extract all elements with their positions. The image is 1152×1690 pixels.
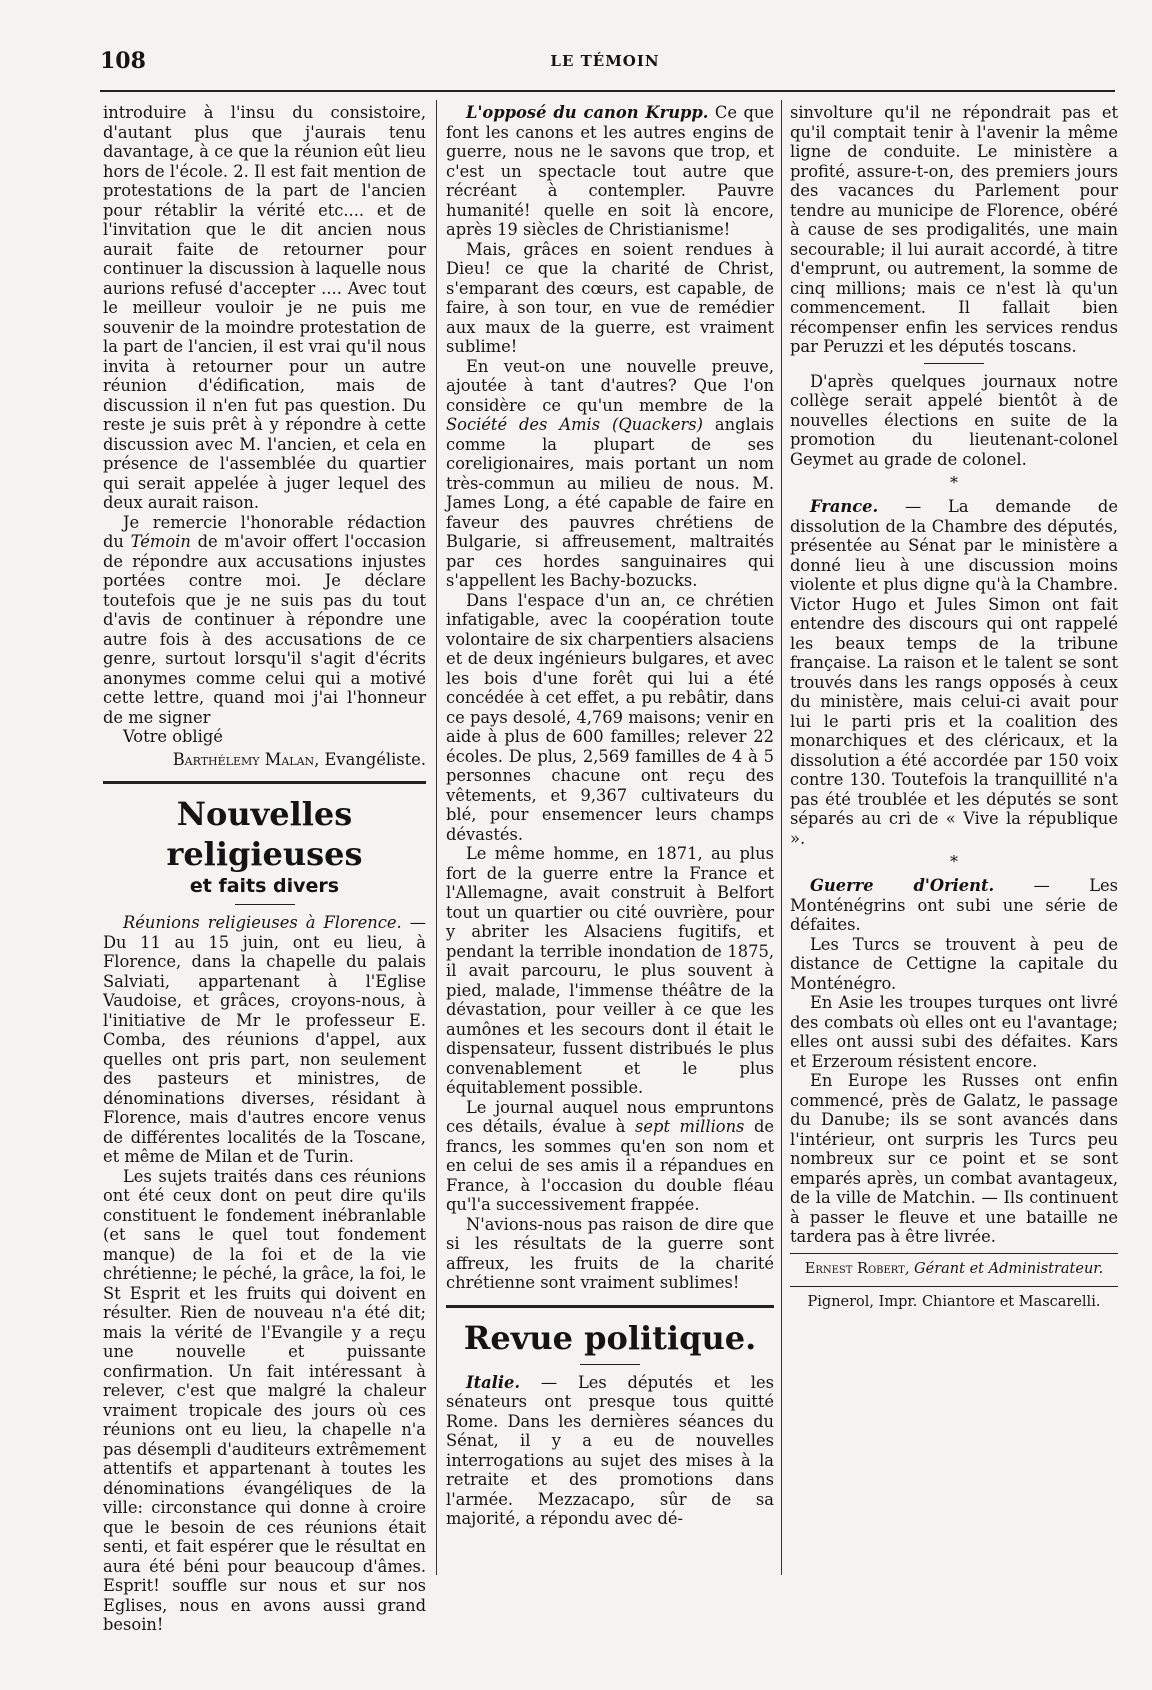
manager-role: , Gérant et Administrateur. — [904, 1260, 1104, 1277]
news-title: Guerre d'Orient. — [810, 876, 995, 895]
news-paragraph — [446, 357, 774, 591]
short-rule — [580, 1364, 640, 1365]
news-title: Réunions religieuses à Florence. — [123, 913, 402, 932]
news-paragraph: Le même homme, en 1871, au plus fort de la guerre entre la France et l'Allemagne, avait construit à Belfort tout un quartier ou cité ouvrière, pour y abriter les Alsaciens fugitifs, et pendant la terrible inondation de 1875, il avait parcouru, le plus souvent à pied, malade, l'immense théâtre de la dévastation, pour veiller à ce que les aumônes et les secours dont il était le dispensateur, fussent distribués le plus convenablement et le plus équitablement possible. — [446, 844, 774, 1097]
section-rule — [103, 781, 426, 784]
signature-name: Barthélemy Malan — [172, 749, 315, 769]
letter-paragraph — [103, 513, 426, 728]
section-title: Nouvelles religieuses — [166, 795, 363, 873]
short-rule — [924, 363, 984, 364]
signature-title: , Evangéliste. — [314, 749, 426, 769]
page-header — [100, 48, 1110, 78]
news-paragraph — [446, 1098, 774, 1215]
journal-title: LE TÉMOIN — [550, 52, 660, 70]
journal-name-italic: Témoin — [130, 532, 191, 551]
news-paragraph: sinvolture qu'il ne répondrait pas et qu'il comptait tenir à l'avenir la même ligne de conduite. Le ministère a profité, assure-t-on, des premiers jours des vacances du Parlement pour tendre au municipe de Florence, obéré à cause de ses prodigalités, une main secourable; il lui aurait accordé, à titre d'emprunt, ou autrement, la somme de cinq millions; mais ce n'est là qu'un commencement. Il fallait bien récompenser enfin les services rendus par Peruzzi et les députés toscans. — [790, 103, 1118, 356]
news-body: — Les Monténégrins ont subi une série de défaites. — [790, 876, 1118, 934]
news-title: France. — [810, 497, 879, 516]
text-run: de m'avoir offert l'occasion de répondre aux accusations injustes portées contre moi. Je déclare toutefois que je ne suis pas du tout d'avis de continuer à répondre une autre fois à des accusations de ce genre, surtout lorsqu'il s'agit d'écrits anonymes comme celui qui a motivé cette lettre, quand moi j'ai l'honneur de me signer — [103, 532, 426, 727]
letter-paragraph: introduire à l'insu du consistoire, d'autant plus que j'aurais tenu davantage, à ce que la réunion eût lieu hors de l'école. 2. Il est fait mention de protestations de la part de l'ancien pour rétablir la vérité etc.... et de l'invitation que le dit ancien nous aurait faite de retourner pour continuer la discussion à laquelle nous aurions refusé d'accepter .... Avec tout le meilleur vouloir je ne puis me souvenir de la moindre protestation de la part de l'ancien, il est vrai qu'il nous invita à retourner pour un autre réunion d'édification, mais de discussion il n'en fut pas question. Du reste je suis prêt à y répondre à cette discussion avec M. l'ancien, et cela en présence de l'assemblée du quartier qui serait appelée à juger lequel des deux aurait raison. — [103, 103, 426, 512]
short-rule — [235, 904, 295, 905]
page-number: 108 — [100, 48, 146, 74]
society-name-italic: Société des Amis (Quackers) — [446, 415, 703, 434]
news-paragraph: Les sujets traités dans ces réunions ont été ceux dont on peut dire qu'ils constituent le fondement inébranlable (et sans le quel tout fondement manque) de la foi et de la vie chrétienne; le péché, la grâce, la foi, le St Esprit et les fruits qui doivent en résulter. Rien de nouveau n'a été dit; mais la vérité de l'Evangile y a reçu une nouvelle et puissante confirmation. Un fait intéressant à relever, c'est que malgré la chaleur vraiment tropicale des jours où ces réunions ont eu lieu, la chapelle n'a pas désempli d'auditeurs extrêmement attentifs et appartenant à toutes les dénominations évangéliques de la ville: circonstance qui donne à croire que le besoin de ces réunions était senti, et fait espérer que le résultat en aura été béni pour beaucoup d'âmes. Esprit! souffle sur nous et sur nos Eglises, nous en avons aussi grand besoin! — [103, 1166, 426, 1634]
news-paragraph: En Asie les troupes turques ont livré des combats où elles ont eu l'avantage; elles ont aussi subi des défaites. Kars et Erzeroum résistent encore. — [790, 993, 1118, 1071]
column-right — [790, 103, 1118, 1653]
publisher-line — [790, 1258, 1118, 1280]
news-body: — Du 11 au 15 juin, ont eu lieu, à Florence, dans la chapelle du palais Salviati, appartenant à l'Eglise Vaudoise, et grâces, croyons-nous, à l'initiative de Mr le professeur E. Comba, des réunions d'appel, aux quelles ont pris part, non seulement des pasteurs et ministres, de dénominations diverses, résidant à Florence, mais d'autres encore venus de différentes localités de la Toscane, et même de Milan et de Turin. — [103, 913, 426, 1166]
column-left — [103, 103, 426, 1634]
news-paragraph — [446, 103, 774, 240]
news-body: — La demande de dissolution de la Chambre des députés, présentée au Sénat par le ministère a donné lieu à une discussion moins violente et plus digne qu'à la Chambre. Victor Hugo et Jules Simon ont fait entendre des discours qui ont rappelé les beaux temps de la tribune française. La raison et le talent se sont trouvés dans les rangs opposés à ceux du ministère, mais celui-ci avait pour lui le parti pris et la coalition des monarchiques et des cléricaux, et la dissolution a été accordée par 150 voix contre 130. Toutefois la tranquillité n'a pas été troublée et les députés se sont séparés au cri de « Vive la république ». — [790, 497, 1118, 848]
column-divider — [436, 100, 437, 1575]
news-paragraph — [103, 913, 426, 1167]
news-body: — Les députés et les sénateurs ont presque tous quitté Rome. Dans les dernières séances du Sénat, il y a eu de nouvelles interrogations au sujet des mises à la retraite et des promotions dans l'armée. Mezzacapo, sûr de sa majorité, a répondu avec dé- — [446, 1372, 774, 1528]
manager-name: Ernest Robert — [804, 1260, 905, 1277]
news-title: L'opposé du canon Krupp. — [466, 103, 709, 122]
text-run: En veut-on une nouvelle preuve, ajoutée à tant d'autres? Que l'on considère ce qu'un membre de la — [446, 356, 774, 415]
footer-rule — [790, 1253, 1118, 1254]
text-run: Le journal auquel nous empruntons ces détails, évalue à — [446, 1097, 774, 1136]
separator-star: * — [950, 473, 958, 492]
news-paragraph: Dans l'espace d'un an, ce chrétien infatigable, avec la coopération toute volontaire de six charpentiers alsaciens et de deux ingénieurs bulgares, et avec les bois d'une forêt qui lui a été concédée à cet effet, a pu rebâtir, dans ce pays desolé, 4,769 maisons; venir en aide à plus de 600 familles; relever 22 écoles. De plus, 2,569 familles de 4 à 5 personnes chacune ont reçu des vêtements, et 9,367 cultivateurs du blé, pour ensemencer leurs champs dévastés. — [446, 590, 774, 844]
section-title: Revue politique. — [463, 1318, 757, 1357]
section-rule — [446, 1305, 774, 1308]
news-paragraph: Les Turcs se trouvent à peu de distance de Cettigne la capitale du Monténégro. — [790, 934, 1118, 993]
section-subtitle: et faits divers — [189, 875, 340, 897]
text-run: anglais comme la plupart de ses coreligionaires, mais portant un nom très-commun au milieu de nous. M. James Long, a été capable de faire en faveur des pauvres chrétiens de Bulgarie, si affreusement, maltraités par ces hordes sanguinaires qui s'appellent les Bachy-bozucks. — [446, 415, 774, 590]
amount-italic: sept millions — [635, 1117, 745, 1136]
news-body: Ce que font les canons et les autres engins de guerre, nous ne le savons que trop, et c'est un spectacle tout autre que récréant à contempler. Pauvre humanité! quelle en soit là encore, après 19 siècles de Christianisme! — [446, 103, 774, 239]
news-paragraph — [790, 876, 1118, 935]
news-paragraph: N'avions-nous pas raison de dire que si les résultats de la guerre sont affreux, les fruits de la charité chrétienne sont vraiment sublimes! — [446, 1214, 774, 1292]
news-paragraph — [446, 1373, 774, 1529]
news-paragraph: Mais, grâces en soient rendues à Dieu! ce que la charité de Christ, s'emparant des cœurs, est capable, de faire, à son tour, en vue de remédier aux maux de la guerre, est vraiment sublime! — [446, 239, 774, 356]
separator-star: * — [950, 852, 958, 871]
letter-closing: Votre obligé — [123, 727, 223, 746]
news-title: Italie. — [466, 1372, 521, 1392]
news-paragraph — [790, 497, 1118, 848]
printer-line: Pignerol, Impr. Chiantore et Mascarelli. — [807, 1293, 1101, 1310]
footer-rule — [790, 1286, 1118, 1287]
news-paragraph: En Europe les Russes ont enfin commencé, près de Galatz, le passage du Danube; ils se sont avancés dans l'intérieur, ont surpris les Turcs peu nombreux sur ce point et se sont emparés après, un combat avantageux, de la ville de Matchin. — Ils continuent à passer le fleuve et une bataille ne tardera pas à être livrée. — [790, 1071, 1118, 1246]
news-paragraph: D'après quelques journaux notre collège serait appelé bientôt à de nouvelles élections en suite de la promotion du lieutenant-colonel Geymet au grade de colonel. — [790, 371, 1118, 469]
letter-signature — [103, 750, 426, 770]
column-middle — [446, 103, 774, 1653]
header-rule — [100, 90, 1115, 92]
column-divider — [781, 100, 782, 1575]
text-run: de francs, les sommes qu'en son nom et en celui de ses amis il a répandues en France, à l'occasion du double fléau qu'l'a successivement frappée. — [446, 1117, 775, 1214]
text-run: Je remercie l'honorable rédaction du — [103, 512, 426, 551]
